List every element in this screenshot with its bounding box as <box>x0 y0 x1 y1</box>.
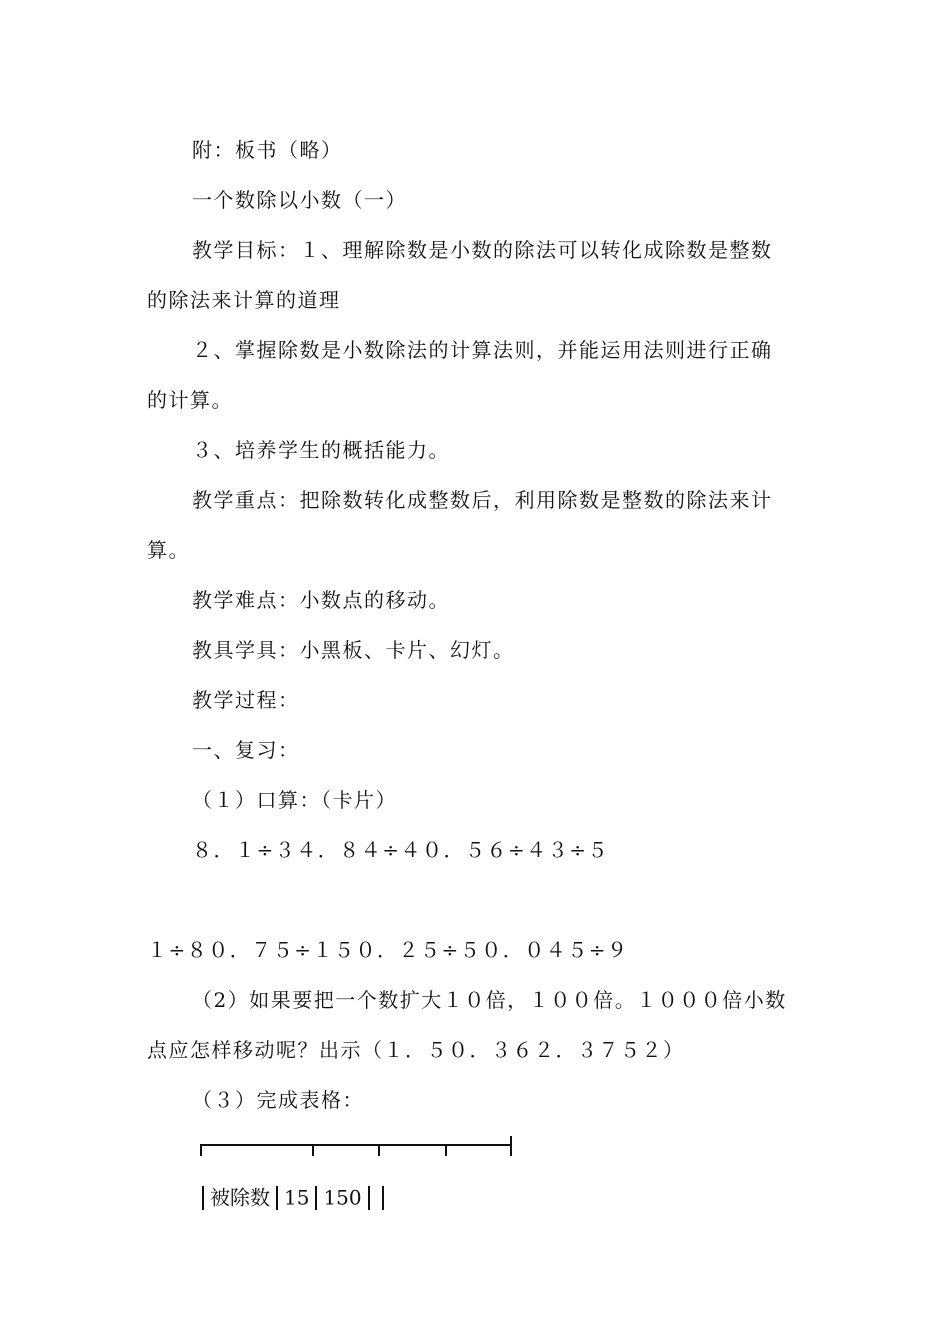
cell-divider <box>382 1186 384 1210</box>
table-top-rule <box>200 1144 512 1146</box>
question-2-cont: 点应怎样移动呢？出示（１．５０．３６２．３７５２） <box>147 1038 685 1062</box>
cell-divider <box>202 1186 204 1210</box>
objective-1-cont: 的除法来计算的道理 <box>147 288 341 312</box>
difficulty: 教学难点：小数点的移动。 <box>192 588 450 612</box>
table-tick <box>445 1144 447 1156</box>
objective-2: ２、掌握除数是小数除法的计算法则，并能运用法则进行正确 <box>192 338 773 362</box>
lesson-title: 一个数除以小数（一） <box>192 188 407 212</box>
appendix-line: 附：板书（略） <box>192 138 343 162</box>
objective-2-cont: 的计算。 <box>147 388 233 412</box>
table-tick <box>312 1144 314 1156</box>
question-2: （2）如果要把一个数扩大１０倍，１００倍。１０００倍小数 <box>192 988 787 1012</box>
process-heading: 教学过程： <box>192 688 300 712</box>
calc-row-2: １÷８０．７５÷１５０．２５÷５０．０４５÷９ <box>147 938 629 962</box>
cell-divider <box>315 1186 317 1210</box>
table-row <box>196 1182 390 1212</box>
question-3: （３）完成表格： <box>192 1088 364 1112</box>
table-tick <box>200 1144 202 1156</box>
key-point: 教学重点：把除数转化成整数后，利用除数是整数的除法来计 <box>192 488 773 512</box>
table-tick <box>378 1144 380 1156</box>
teaching-aids: 教具学具：小黑板、卡片、幻灯。 <box>192 638 515 662</box>
table-top-border <box>200 1136 512 1158</box>
objective-3: ３、培养学生的概括能力。 <box>192 438 450 462</box>
cell-divider <box>276 1186 278 1210</box>
objective-1: 教学目标：１、理解除数是小数的除法可以转化成除数是整数 <box>192 238 773 262</box>
table-tick <box>510 1136 512 1156</box>
calc-row-1: ８．１÷３４．８４÷４０．５６÷４３÷５ <box>192 838 610 862</box>
table-cell-dividend-label: 被除数 <box>210 1185 270 1210</box>
key-point-cont: 算。 <box>147 538 190 562</box>
review-heading: 一、复习： <box>192 738 300 762</box>
mental-calc-heading: （１）口算：（卡片） <box>192 788 397 812</box>
cell-divider <box>368 1186 370 1210</box>
table-cell: 150 <box>323 1185 362 1210</box>
table-cell: 15 <box>284 1185 310 1210</box>
